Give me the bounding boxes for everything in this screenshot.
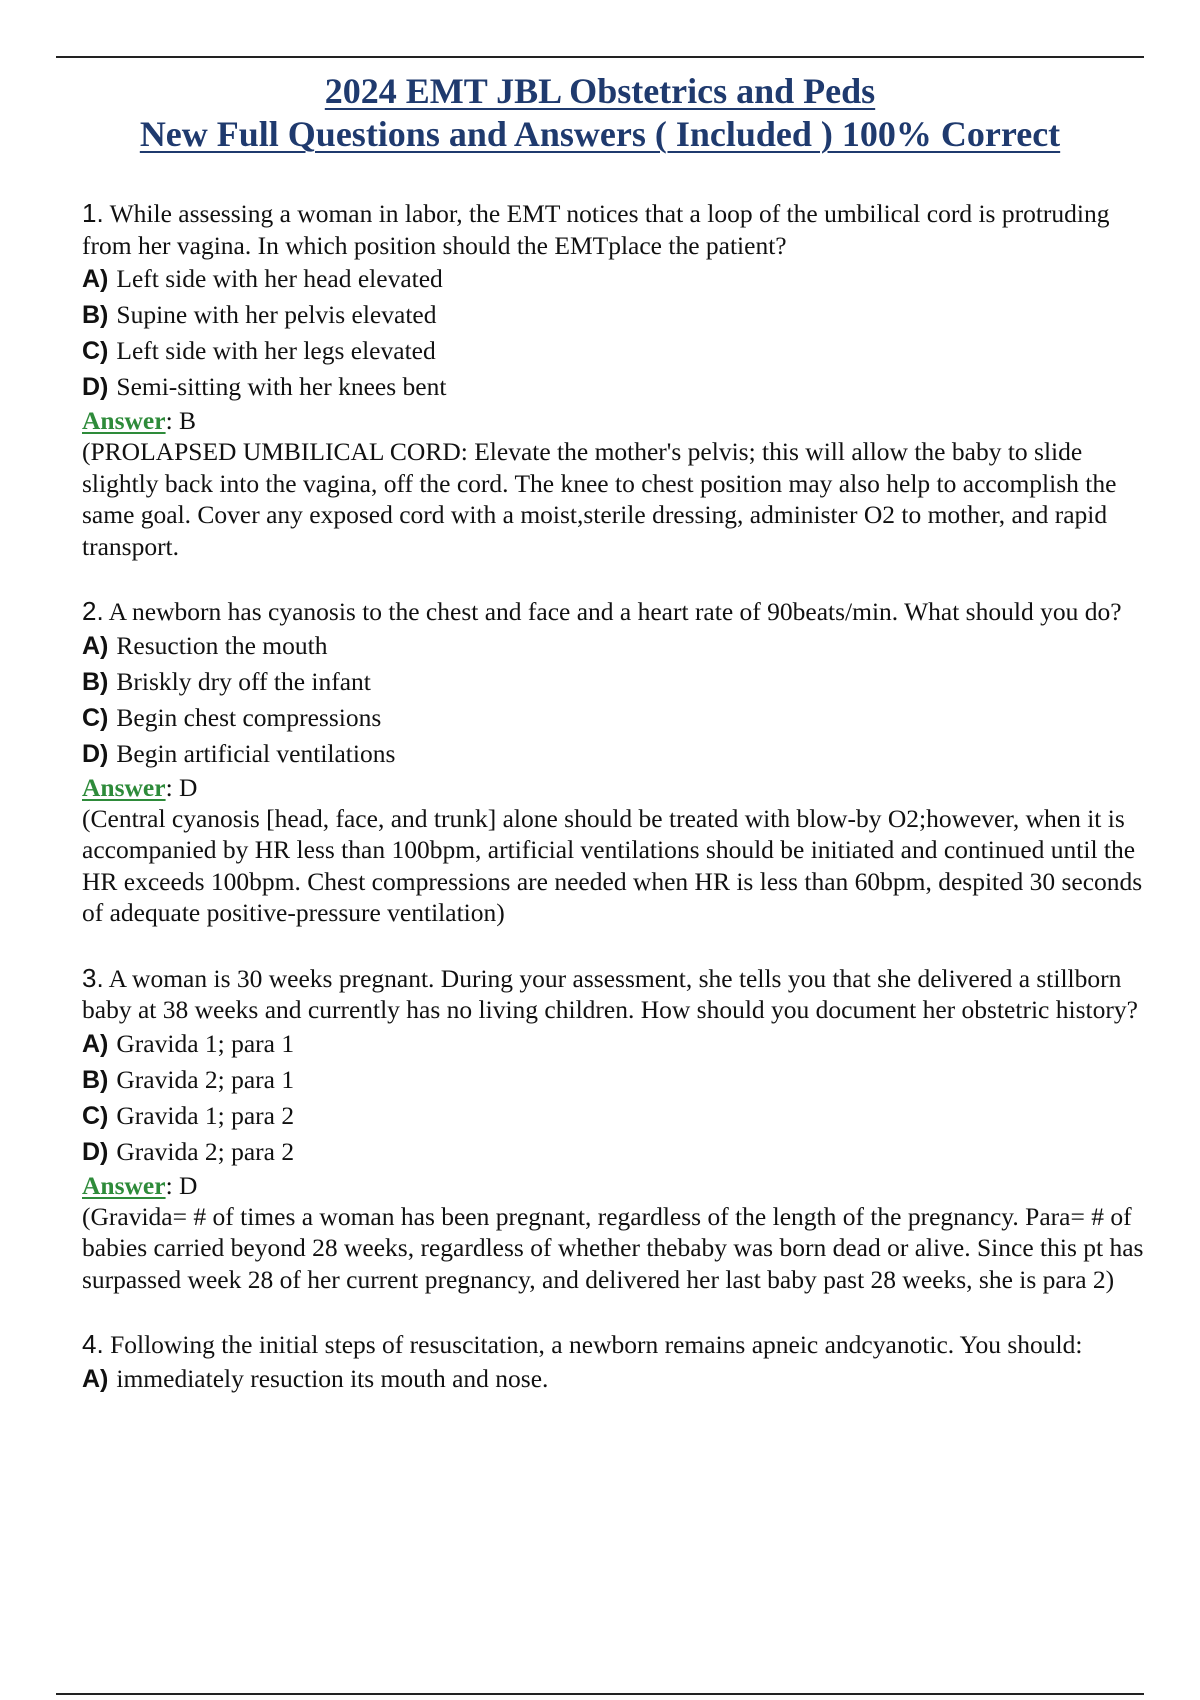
option-d	[82, 1134, 1152, 1170]
option-letter: D)	[82, 1137, 109, 1166]
option-text: Begin artificial ventilations	[116, 738, 396, 768]
option-letter: B)	[82, 301, 109, 329]
option-text: Gravida 1; para 1	[116, 1028, 295, 1058]
option-letter: A)	[82, 631, 109, 660]
bottom-divider	[56, 1693, 1144, 1695]
option-letter: D)	[82, 739, 109, 768]
option-letter: C)	[82, 703, 109, 732]
option-letter: A)	[82, 1029, 109, 1058]
question-number: 2.	[82, 596, 104, 626]
option-d	[82, 369, 1152, 405]
answer-rationale: (Central cyanosis [head, face, and trunk] alone should be treated with blow-by O2;however, when it is accompanied by HR less than 100bpm, artificial ventilations should be initiated and continued until the HR exceeds 100bpm. Chest compressions are needed when HR is less than 60bpm, despited 30 seconds of adequate positive-pressure ventilation)	[82, 803, 1143, 927]
question-number: 4.	[82, 1329, 104, 1359]
answer-line	[82, 405, 1152, 436]
answer-value: : B	[165, 406, 197, 435]
question-4	[82, 1329, 1152, 1397]
question-number: 1.	[82, 198, 104, 228]
option-text: Supine with her pelvis elevated	[116, 300, 437, 329]
option-text: Briskly dry off the infant	[116, 666, 371, 696]
option-b	[82, 664, 1152, 700]
question-4-text	[82, 1329, 1152, 1361]
option-a	[82, 1361, 1152, 1397]
document-title: 2024 EMT JBL Obstetrics and Peds	[324, 71, 876, 111]
option-c	[82, 1098, 1152, 1134]
answer-value: : D	[165, 772, 198, 802]
option-text: Resuction the mouth	[116, 630, 328, 660]
question-stem: While assessing a woman in labor, the EMT notices that a loop of the umbilical cord is protruding from her vagina. In which position should the EMTplace the patient?	[82, 199, 1110, 260]
option-letter: C)	[82, 337, 109, 365]
option-text: Begin chest compressions	[116, 702, 382, 732]
question-stem: A newborn has cyanosis to the chest and face and a heart rate of 90beats/min. What should you do?	[108, 597, 1122, 626]
question-1	[82, 198, 1152, 562]
option-b	[82, 1062, 1152, 1098]
top-divider	[56, 56, 1144, 58]
option-text: Left side with her head elevated	[116, 264, 443, 293]
option-letter: B)	[82, 667, 109, 696]
option-text: Left side with her legs elevated	[116, 336, 436, 365]
question-3-text	[82, 963, 1152, 1026]
answer-rationale: (PROLAPSED UMBILICAL CORD: Elevate the mother's pelvis; this will allow the baby to slide slightly back into the vagina, off the cord. The knee to chest position may also help to accomplish the same goal. Cover any exposed cord with a moist,sterile dressing, administer O2 to mother, and rapid transport.	[82, 437, 1117, 561]
question-stem: A woman is 30 weeks pregnant. During your assessment, she tells you that she delivered a stillborn baby at 38 weeks and currently has no living children. How should you document her obstetric history?	[82, 963, 1138, 1024]
option-text: immediately resuction its mouth and nose.	[116, 1363, 549, 1393]
option-letter: C)	[82, 1101, 109, 1130]
option-text: Gravida 2; para 1	[116, 1064, 295, 1094]
option-letter: D)	[82, 373, 109, 401]
question-stem: Following the initial steps of resuscitation, a newborn remains apneic andcyanotic. You should:	[110, 1330, 1083, 1359]
answer-label: Answer	[82, 772, 166, 802]
option-a	[82, 261, 1152, 297]
option-letter: A)	[82, 265, 109, 293]
question-2	[82, 596, 1152, 929]
option-letter: B)	[82, 1065, 109, 1094]
option-c	[82, 700, 1152, 736]
answer-line	[82, 772, 1152, 803]
option-letter: A)	[82, 1364, 109, 1393]
answer-line	[82, 1170, 1152, 1201]
option-b	[82, 297, 1152, 333]
question-2-text	[82, 596, 1152, 628]
answer-label: Answer	[82, 1170, 166, 1200]
question-3	[82, 963, 1152, 1296]
option-text: Gravida 2; para 2	[116, 1136, 295, 1166]
option-d	[82, 736, 1152, 772]
option-c	[82, 333, 1152, 369]
answer-rationale: (Gravida= # of times a woman has been pregnant, regardless of the length of the pregnancy. Para= # of babies carried beyond 28 weeks, regardless of whether thebaby was born dead or alive. Since this pt has surpassed week 28 of her current pregnancy, and delivered her last baby past 28 weeks, she is para 2)	[82, 1201, 1144, 1294]
option-a	[82, 628, 1152, 664]
document-subtitle: New Full Questions and Answers ( Included ) 100% Correct	[139, 114, 1061, 154]
question-number: 3.	[82, 962, 104, 993]
question-list	[82, 198, 1152, 1431]
option-text: Semi-sitting with her knees bent	[116, 372, 447, 401]
option-text: Gravida 1; para 2	[116, 1100, 295, 1130]
document-header	[0, 70, 1200, 156]
option-a	[82, 1026, 1152, 1062]
question-1-text	[82, 198, 1152, 261]
answer-label: Answer	[82, 406, 166, 435]
answer-value: : D	[165, 1170, 198, 1200]
